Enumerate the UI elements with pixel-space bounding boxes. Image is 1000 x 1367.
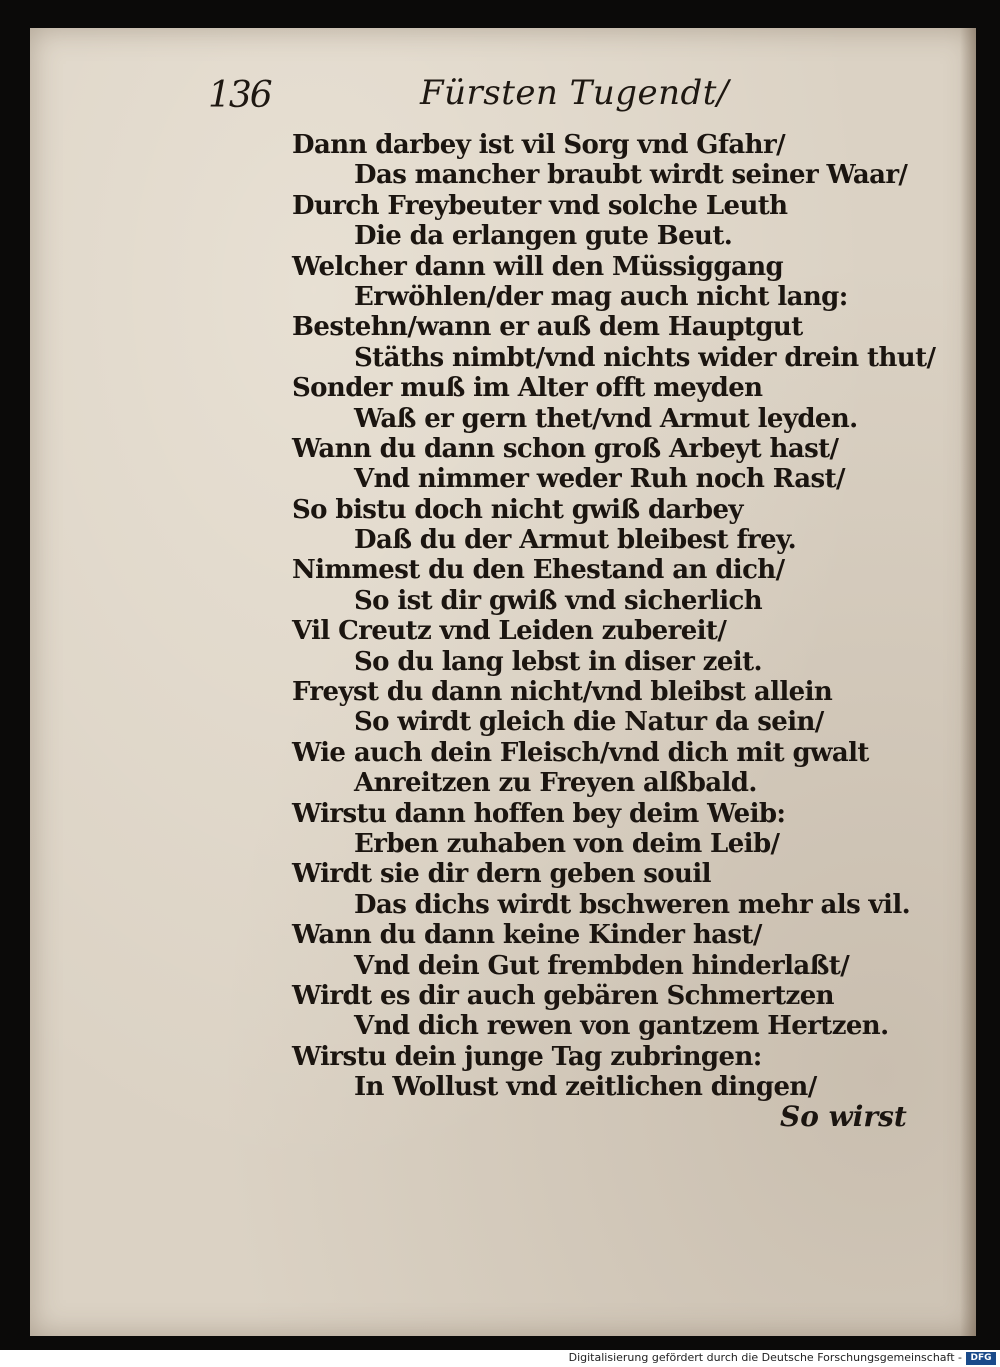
- verse-line: Das dichs wirdt bschweren mehr als vil.: [354, 889, 911, 920]
- verse-line: Dann darbey ist vil Sorg vnd Gfahr/: [292, 130, 785, 160]
- verse-line: Welcher dann will den Müssiggang: [292, 251, 784, 282]
- page-edge-shadow: [960, 28, 976, 1336]
- verse-line: Waß er gern thet/vnd Armut leyden.: [354, 403, 858, 434]
- verse-line: Vnd nimmer weder Ruh noch Rast/: [354, 464, 845, 495]
- verse-line: Anreitzen zu Freyen alßbald.: [354, 768, 757, 799]
- verse-line: Erben zuhaben von deim Leib/: [354, 828, 780, 859]
- verse-line: Vil Creutz vnd Leiden zubereit/: [292, 616, 727, 647]
- verse-line: In Wollust vnd zeitlichen dingen/: [354, 1072, 817, 1103]
- verse-line: Erwöhlen/der mag auch nicht lang:: [354, 281, 848, 312]
- verse-line: Nimmest du den Ehestand an dich/: [292, 555, 785, 586]
- verse-line: Wirstu dein junge Tag zubringen:: [292, 1041, 762, 1072]
- dfg-logo: DFG: [966, 1352, 996, 1365]
- page-number: 136: [208, 75, 271, 116]
- verse-line: Freyst du dann nicht/vnd bleibst allein: [292, 677, 833, 708]
- verse-line: So bistu doch nicht gwiß darbey: [292, 494, 743, 525]
- verse-line: Wirdt es dir auch gebären Schmertzen: [292, 980, 834, 1011]
- verse-line: Bestehn/wann er auß dem Hauptgut: [292, 312, 803, 343]
- running-head: Fürsten Tugendt/: [420, 73, 729, 113]
- verse-line: Vnd dein Gut frembden hinderlaßt/: [354, 950, 850, 981]
- verse-line: Durch Freybeuter vnd solche Leuth: [292, 190, 788, 221]
- verse-line: Vnd dich rewen von gantzem Hertzen.: [354, 1011, 889, 1042]
- verse-line: Wie auch dein Fleisch/vnd dich mit gwalt: [292, 737, 869, 768]
- catchword: So wirst: [780, 1100, 907, 1133]
- verse-line: Wirstu dann hoffen bey deim Weib:: [292, 798, 786, 829]
- verse-line: Das mancher braubt wirdt seiner Waar/: [354, 160, 908, 191]
- verse-line: Sonder muß im Alter offt meyden: [292, 373, 763, 404]
- verse-line: Stäths nimbt/vnd nichts wider drein thut/: [354, 342, 936, 373]
- verse-line: Wirdt sie dir dern geben souil: [292, 859, 711, 890]
- verse-line: Wann du dann keine Kinder hast/: [292, 920, 762, 951]
- funding-credit: Digitalisierung gefördert durch die Deutsche Forschungsgemeinschaft -: [568, 1351, 962, 1364]
- verse-line: Die da erlangen gute Beut.: [354, 221, 733, 252]
- verse-line: So wirdt gleich die Natur da sein/: [354, 707, 824, 738]
- verse-line: So du lang lebst in diser zeit.: [354, 646, 762, 677]
- verse-line: Daß du der Armut bleibest frey.: [354, 525, 797, 556]
- verse-line: So ist dir gwiß vnd sicherlich: [354, 585, 763, 616]
- footer-bar: [0, 1350, 1000, 1367]
- verse-text: [292, 130, 936, 1103]
- verse-line: Wann du dann schon groß Arbeyt hast/: [292, 433, 839, 464]
